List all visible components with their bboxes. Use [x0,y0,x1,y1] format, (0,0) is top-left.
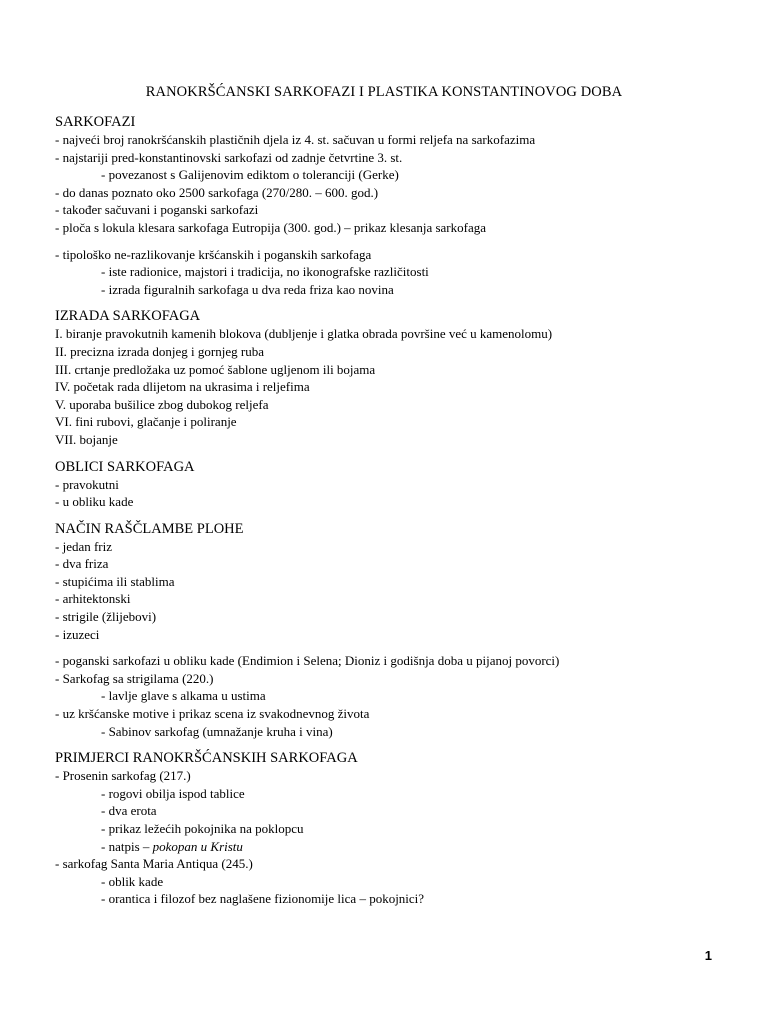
list-item-text: - Prosenin sarkofag (217.) [55,768,191,784]
list-item-text: - najveći broj ranokršćanskih plastičnih djela iz 4. st. sačuvan u formi reljefa na sarkofazima [55,132,536,147]
list-item [55,652,735,670]
list-item [55,246,735,264]
list-item-text: - iste radionice, majstori i tradicija, no ikonografske različitosti [101,264,429,280]
list-item-text: III. crtanje predložaka uz pomoć šablone ugljenom ili bojama [55,361,376,377]
section-heading: SARKOFAZI [55,114,136,130]
sub-list-item [55,838,735,856]
list-item [55,590,735,608]
list-item-text: - povezanost s Galijenovim ediktom o toleranciji (Gerke) [101,167,399,183]
list-item-text: VII. bojanje [55,431,118,447]
list-item-text: IV. početak rada dlijetom na ukrasima i reljefima [55,379,310,395]
list-item [55,855,735,873]
page-number: 1 [704,948,712,963]
list-item-text: V. uporaba bušilice zbog dubokog reljefa [55,396,269,412]
sub-list-item [55,263,735,281]
list-item [55,767,735,785]
list-item [55,343,735,361]
list-item-text: - u obliku kade [55,494,134,510]
list-item [55,670,735,688]
list-item-text: - jedan friz [55,538,113,554]
document-body [55,113,735,917]
sub-list-item [55,723,735,741]
list-item-text: - strigile (žlijebovi) [55,609,157,625]
list-item-text: I. biranje pravokutnih kamenih blokova (dubljenje i glatka obrada površine već u kamenolomu) [55,326,553,342]
list-item [55,149,735,167]
list-item-text: - Sabinov sarkofag (umnažanje kruha i vina) [101,723,333,739]
list-item [55,219,735,237]
section-heading: OBLICI SARKOFAGA [55,458,195,475]
list-item [55,538,735,556]
list-item-text: VI. fini rubovi, glačanje i poliranje [55,414,237,430]
list-item-text: - poganski sarkofazi u obliku kade (Endimion i Selena; Dioniz i godišnja doba u pijanoj povorci) [55,653,560,669]
list-item [55,396,735,414]
list-item-text: - izrada figuralnih sarkofaga u dva reda friza kao novina [101,281,394,297]
list-item [55,378,735,396]
list-item [55,555,735,573]
list-item-text: - oblik kade [101,873,164,889]
list-item-text: - rogovi obilja ispod tablice [101,785,245,801]
list-item-text: - do danas poznato oko 2500 sarkofaga (270/280. – 600. god.) [55,184,379,200]
list-item-text: - lavlje glave s alkama u ustima [101,688,266,704]
list-item [55,201,735,219]
list-item-text: - stupićima ili stablima [55,573,175,589]
list-item [55,573,735,591]
list-item-text: - arhitektonski [55,591,131,607]
list-item [55,325,735,343]
list-item-text: - natpis – [101,838,153,854]
list-item [55,705,735,723]
list-item [55,493,735,511]
section [55,113,735,298]
list-item-text: - uz kršćanske motive i prikaz scena iz svakodnevnog života [55,706,370,722]
italic-quote: pokopan u Kristu [152,838,243,854]
list-item [55,361,735,379]
list-item-text: - izuzeci [55,626,100,642]
list-item-text: - dva friza [55,556,109,572]
sub-list-item [55,785,735,803]
section [55,307,735,448]
section [55,458,735,511]
list-item-text: - tipološko ne-razlikovanje kršćanskih i poganskih sarkofaga [55,246,372,262]
section [55,520,735,741]
sub-list-item [55,890,735,908]
list-item-text: - orantica i filozof bez naglašene fizionomije lica – pokojnici? [101,891,425,907]
section [55,749,735,908]
list-item [55,608,735,626]
list-item [55,413,735,431]
sub-list-item [55,166,735,184]
list-item-text: II. precizna izrada donjeg i gornjeg ruba [55,343,264,359]
list-item-text: - sarkofag Santa Maria Antiqua (245.) [55,856,253,872]
sub-list-item [55,873,735,891]
sub-list-item [55,281,735,299]
list-item-text: - također sačuvani i poganski sarkofazi [55,202,259,218]
list-item-text: - pravokutni [55,476,119,492]
section-heading: IZRADA SARKOFAGA [55,308,201,325]
sub-list-item [55,820,735,838]
list-item-text: - Sarkofag sa strigilama (220.) [55,670,214,686]
sub-list-item [55,687,735,705]
list-item [55,626,735,644]
list-item [55,184,735,202]
section-heading: PRIMJERCI RANOKRŠĆANSKIH SARKOFAGA [55,750,358,767]
list-item-text: - prikaz ležećih pokojnika na poklopcu [101,821,304,836]
list-item [55,131,735,149]
list-item [55,476,735,494]
list-item-text: - dva erota [101,803,157,819]
spacer [55,643,735,652]
section-heading: NAČIN RAŠČLAMBE PLOHE [55,520,244,537]
list-item [55,431,735,449]
spacer [55,237,735,246]
list-item-text: - najstariji pred-konstantinovski sarkofazi od zadnje četvrtine 3. st. [55,149,403,165]
sub-list-item [55,802,735,820]
list-item-text: - ploča s lokula klesara sarkofaga Eutropija (300. god.) – prikaz klesanja sarkofaga [55,219,487,235]
page-title: RANOKRŠĆANSKI SARKOFAZI I PLASTIKA KONSTANTINOVOG DOBA [145,84,623,100]
